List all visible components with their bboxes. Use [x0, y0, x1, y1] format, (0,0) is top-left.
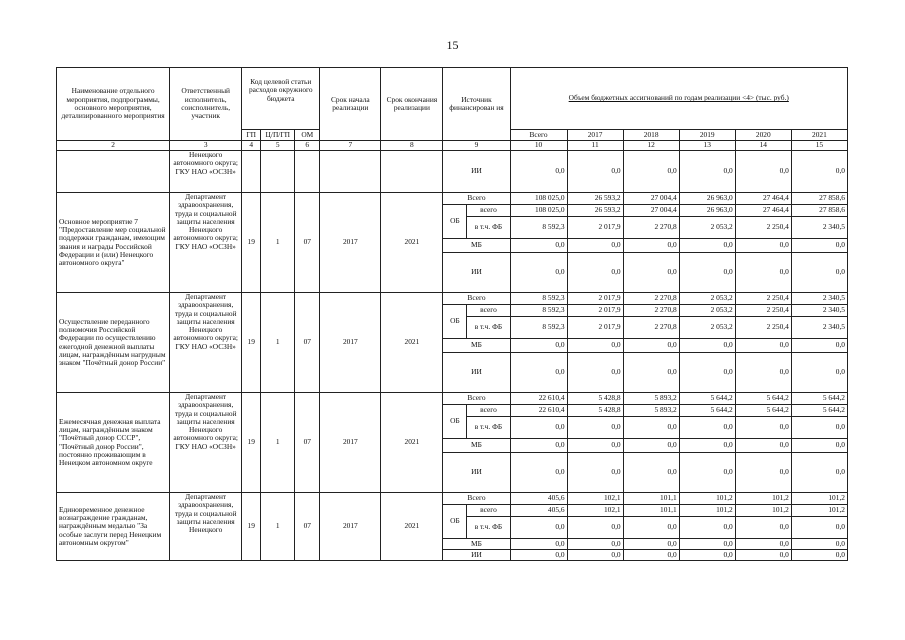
header-total: Всего [510, 130, 567, 141]
header-budget: Объем бюджетных ассигнований по годам реализации <4> (тыс. руб.) [510, 68, 848, 130]
value-cell: 27 858,6 [791, 193, 847, 205]
column-number: 13 [679, 141, 735, 151]
value-cell: 0,0 [567, 453, 623, 493]
value-cell: 101,2 [679, 493, 735, 505]
group-end: 2021 [381, 493, 443, 561]
group-total-row [57, 193, 848, 205]
value-cell: 2 270,8 [623, 217, 679, 239]
value-cell: 2 270,8 [623, 293, 679, 305]
value-cell: 0,0 [510, 339, 567, 353]
value-cell: 0,0 [567, 517, 623, 539]
column-number: 15 [791, 141, 847, 151]
source-fb: в т.ч. ФБ [467, 517, 510, 539]
group-executor: Департамент здравоохранения, труда и социальной защиты населения Ненецкого автономного округа; ГКУ НАО «ОСЗН» [170, 193, 242, 293]
group-start: 2017 [320, 393, 381, 493]
value-cell: 0,0 [567, 339, 623, 353]
value-cell: 0,0 [623, 353, 679, 393]
value-cell: 0,0 [791, 517, 847, 539]
value-cell: 2 270,8 [623, 305, 679, 317]
value-cell: 5 644,2 [735, 405, 791, 417]
column-number: 6 [295, 141, 320, 151]
value-cell: 108 025,0 [510, 205, 567, 217]
group-cp: 1 [261, 393, 295, 493]
value-cell: 2 053,2 [679, 317, 735, 339]
group-cp: 1 [261, 493, 295, 561]
value-cell: 102,1 [567, 493, 623, 505]
group-name: Единовременное денежное вознаграждение гражданам, награждённым медалью "За особые заслуги перед Ненецким автономным округом" [57, 493, 170, 561]
source-total: Всего [443, 293, 510, 305]
column-number: 9 [443, 141, 510, 151]
header-code: Код целевой статьи расходов окружного бюджета [242, 68, 320, 130]
value-cell: 27 004,4 [623, 205, 679, 217]
source-mb: МБ [443, 439, 510, 453]
value-cell: 0,0 [510, 239, 567, 253]
cont-value: 0,0 [791, 151, 847, 193]
header-year: 2018 [623, 130, 679, 141]
value-cell: 5 644,2 [679, 405, 735, 417]
value-cell: 102,1 [567, 505, 623, 517]
value-cell: 0,0 [567, 239, 623, 253]
group-end: 2021 [381, 293, 443, 393]
source-mb: МБ [443, 239, 510, 253]
value-cell: 27 464,4 [735, 205, 791, 217]
value-cell: 2 250,4 [735, 317, 791, 339]
value-cell: 101,2 [679, 505, 735, 517]
value-cell: 0,0 [735, 539, 791, 550]
group-om: 07 [295, 393, 320, 493]
cont-start [320, 151, 381, 193]
value-cell: 2 340,5 [791, 305, 847, 317]
column-number: 10 [510, 141, 567, 151]
value-cell: 0,0 [735, 353, 791, 393]
page-number: 15 [446, 38, 459, 52]
value-cell: 2 340,5 [791, 217, 847, 239]
cont-value: 0,0 [623, 151, 679, 193]
column-number: 14 [735, 141, 791, 151]
value-cell: 0,0 [567, 253, 623, 293]
group-gp: 19 [242, 493, 261, 561]
value-cell: 0,0 [791, 539, 847, 550]
source-ob: ОБ [443, 505, 467, 539]
source-ob: ОБ [443, 305, 467, 339]
value-cell: 0,0 [510, 550, 567, 561]
source-fb: в т.ч. ФБ [467, 217, 510, 239]
value-cell: 0,0 [735, 517, 791, 539]
cont-om [295, 151, 320, 193]
group-om: 07 [295, 193, 320, 293]
cont-name [57, 151, 170, 193]
value-cell: 5 644,2 [791, 393, 847, 405]
budget-table [56, 67, 848, 561]
value-cell: 26 963,0 [679, 205, 735, 217]
source-total: Всего [443, 493, 510, 505]
value-cell: 26 963,0 [679, 193, 735, 205]
value-cell: 8 592,3 [510, 293, 567, 305]
header-om: ОМ [295, 130, 320, 141]
group-name: Осуществление переданного полномочия Российской Федерации по осуществлению ежегодной денежной выплаты лицам, награждённым нагрудным знаком "Почётный донор России" [57, 293, 170, 393]
continuation-row [57, 151, 848, 193]
group-gp: 19 [242, 393, 261, 493]
group-end: 2021 [381, 193, 443, 293]
value-cell: 0,0 [623, 550, 679, 561]
group-start: 2017 [320, 493, 381, 561]
value-cell: 27 004,4 [623, 193, 679, 205]
value-cell: 2 053,2 [679, 305, 735, 317]
value-cell: 0,0 [510, 453, 567, 493]
value-cell: 0,0 [679, 239, 735, 253]
value-cell: 0,0 [679, 550, 735, 561]
cont-source: ИИ [443, 151, 510, 193]
value-cell: 101,2 [735, 505, 791, 517]
cont-value: 0,0 [735, 151, 791, 193]
value-cell: 0,0 [679, 417, 735, 439]
value-cell: 2 017,9 [567, 305, 623, 317]
value-cell: 2 270,8 [623, 317, 679, 339]
value-cell: 8 592,3 [510, 217, 567, 239]
value-cell: 0,0 [567, 353, 623, 393]
table-body [57, 68, 848, 561]
value-cell: 0,0 [567, 539, 623, 550]
header-year: 2017 [567, 130, 623, 141]
value-cell: 0,0 [679, 439, 735, 453]
column-number: 11 [567, 141, 623, 151]
header-year: 2021 [791, 130, 847, 141]
source-all: всего [467, 505, 510, 517]
column-number: 8 [381, 141, 443, 151]
source-all: всего [467, 205, 510, 217]
value-cell: 0,0 [623, 453, 679, 493]
value-cell: 2 053,2 [679, 217, 735, 239]
value-cell: 2 017,9 [567, 217, 623, 239]
group-om: 07 [295, 293, 320, 393]
value-cell: 101,1 [623, 505, 679, 517]
value-cell: 5 893,2 [623, 393, 679, 405]
column-number: 12 [623, 141, 679, 151]
value-cell: 0,0 [791, 239, 847, 253]
source-all: всего [467, 305, 510, 317]
source-total: Всего [443, 393, 510, 405]
header-exec: Ответственный исполнитель, соисполнитель, участник [170, 68, 242, 141]
value-cell: 5 644,2 [735, 393, 791, 405]
value-cell: 0,0 [623, 439, 679, 453]
group-name: Основное мероприятие 7 "Предоставление мер социальной поддержки гражданам, имеющим звания и награды Российской Федерации и (или) Ненецкого автономного округа" [57, 193, 170, 293]
source-all: всего [467, 405, 510, 417]
header-start: Срок начала реализации [320, 68, 381, 141]
group-gp: 19 [242, 193, 261, 293]
value-cell: 0,0 [623, 517, 679, 539]
header-gp: ГП [242, 130, 261, 141]
value-cell: 0,0 [791, 353, 847, 393]
value-cell: 5 428,8 [567, 393, 623, 405]
source-mb: МБ [443, 339, 510, 353]
cont-value: 0,0 [679, 151, 735, 193]
value-cell: 22 610,4 [510, 405, 567, 417]
value-cell: 2 340,5 [791, 293, 847, 305]
value-cell: 101,2 [791, 505, 847, 517]
source-ob: ОБ [443, 205, 467, 239]
column-number: 4 [242, 141, 261, 151]
header-row [57, 68, 848, 130]
value-cell: 0,0 [567, 417, 623, 439]
value-cell: 0,0 [735, 253, 791, 293]
value-cell: 405,6 [510, 505, 567, 517]
cont-value: 0,0 [567, 151, 623, 193]
group-name: Ежемесячная денежная выплата лицам, награждённым знаком "Почётный донор СССР", "Почётный донор России", постоянно проживающим в Ненецком автономном округе [57, 393, 170, 493]
value-cell: 27 464,4 [735, 193, 791, 205]
value-cell: 0,0 [791, 417, 847, 439]
group-start: 2017 [320, 293, 381, 393]
value-cell: 0,0 [735, 453, 791, 493]
value-cell: 5 644,2 [679, 393, 735, 405]
value-cell: 0,0 [623, 339, 679, 353]
group-total-row [57, 293, 848, 305]
group-total-row [57, 393, 848, 405]
value-cell: 0,0 [735, 550, 791, 561]
value-cell: 0,0 [679, 353, 735, 393]
value-cell: 2 250,4 [735, 305, 791, 317]
value-cell: 0,0 [510, 517, 567, 539]
source-fb: в т.ч. ФБ [467, 317, 510, 339]
value-cell: 0,0 [679, 453, 735, 493]
header-source: Источник финансирован ия [443, 68, 510, 141]
value-cell: 26 593,2 [567, 205, 623, 217]
cont-cp [261, 151, 295, 193]
value-cell: 101,2 [735, 493, 791, 505]
value-cell: 0,0 [679, 253, 735, 293]
value-cell: 2 340,5 [791, 317, 847, 339]
cont-exec: Ненецкого автономного округа; ГКУ НАО «ОСЗН» [170, 151, 242, 193]
cont-gp [242, 151, 261, 193]
cont-end [381, 151, 443, 193]
value-cell: 0,0 [791, 339, 847, 353]
value-cell: 2 250,4 [735, 217, 791, 239]
value-cell: 0,0 [510, 253, 567, 293]
value-cell: 0,0 [791, 550, 847, 561]
value-cell: 0,0 [510, 439, 567, 453]
header-end: Срок окончания реализации [381, 68, 443, 141]
value-cell: 26 593,2 [567, 193, 623, 205]
group-cp: 1 [261, 293, 295, 393]
value-cell: 0,0 [567, 439, 623, 453]
value-cell: 2 250,4 [735, 293, 791, 305]
column-number: 3 [170, 141, 242, 151]
group-executor: Департамент здравоохранения, труда и социальной защиты населения Ненецкого автономного округа; ГКУ НАО «ОСЗН» [170, 393, 242, 493]
value-cell: 0,0 [679, 539, 735, 550]
value-cell: 0,0 [791, 253, 847, 293]
group-executor: Департамент здравоохранения, труда и социальной защиты населения Ненецкого автономного округа; ГКУ НАО «ОСЗН» [170, 293, 242, 393]
source-fb: в т.ч. ФБ [467, 417, 510, 439]
value-cell: 101,1 [623, 493, 679, 505]
source-ii: ИИ [443, 453, 510, 493]
value-cell: 108 025,0 [510, 193, 567, 205]
column-number-row [57, 141, 848, 151]
column-number: 5 [261, 141, 295, 151]
value-cell: 0,0 [791, 453, 847, 493]
source-total: Всего [443, 193, 510, 205]
header-name: Наименование отдельного мероприятия, подпрограммы, основного мероприятия, детализированного мероприятия [57, 68, 170, 141]
group-gp: 19 [242, 293, 261, 393]
group-start: 2017 [320, 193, 381, 293]
value-cell: 0,0 [735, 439, 791, 453]
value-cell: 8 592,3 [510, 305, 567, 317]
value-cell: 0,0 [623, 253, 679, 293]
group-end: 2021 [381, 393, 443, 493]
value-cell: 405,6 [510, 493, 567, 505]
value-cell: 0,0 [623, 239, 679, 253]
value-cell: 2 017,9 [567, 293, 623, 305]
value-cell: 0,0 [735, 417, 791, 439]
value-cell: 8 592,3 [510, 317, 567, 339]
value-cell: 2 017,9 [567, 317, 623, 339]
value-cell: 5 644,2 [791, 405, 847, 417]
value-cell: 0,0 [679, 517, 735, 539]
value-cell: 0,0 [735, 239, 791, 253]
source-ob: ОБ [443, 405, 467, 439]
group-executor: Департамент здравоохранения, труда и социальной защиты населения Ненецкого [170, 493, 242, 561]
value-cell: 0,0 [735, 339, 791, 353]
group-om: 07 [295, 493, 320, 561]
group-total-row [57, 493, 848, 505]
value-cell: 0,0 [623, 539, 679, 550]
source-ii: ИИ [443, 253, 510, 293]
value-cell: 27 858,6 [791, 205, 847, 217]
source-mb: МБ [443, 539, 510, 550]
column-number: 7 [320, 141, 381, 151]
column-number: 2 [57, 141, 170, 151]
value-cell: 5 893,2 [623, 405, 679, 417]
value-cell: 0,0 [567, 550, 623, 561]
cont-value: 0,0 [510, 151, 567, 193]
value-cell: 0,0 [791, 439, 847, 453]
value-cell: 101,2 [791, 493, 847, 505]
source-ii: ИИ [443, 550, 510, 561]
group-cp: 1 [261, 193, 295, 293]
source-ii: ИИ [443, 353, 510, 393]
header-year: 2020 [735, 130, 791, 141]
value-cell: 2 053,2 [679, 293, 735, 305]
value-cell: 22 610,4 [510, 393, 567, 405]
value-cell: 0,0 [510, 539, 567, 550]
header-cp: Ц/П/ГП [261, 130, 295, 141]
value-cell: 0,0 [510, 353, 567, 393]
value-cell: 5 428,8 [567, 405, 623, 417]
value-cell: 0,0 [623, 417, 679, 439]
value-cell: 0,0 [510, 417, 567, 439]
value-cell: 0,0 [679, 339, 735, 353]
header-year: 2019 [679, 130, 735, 141]
